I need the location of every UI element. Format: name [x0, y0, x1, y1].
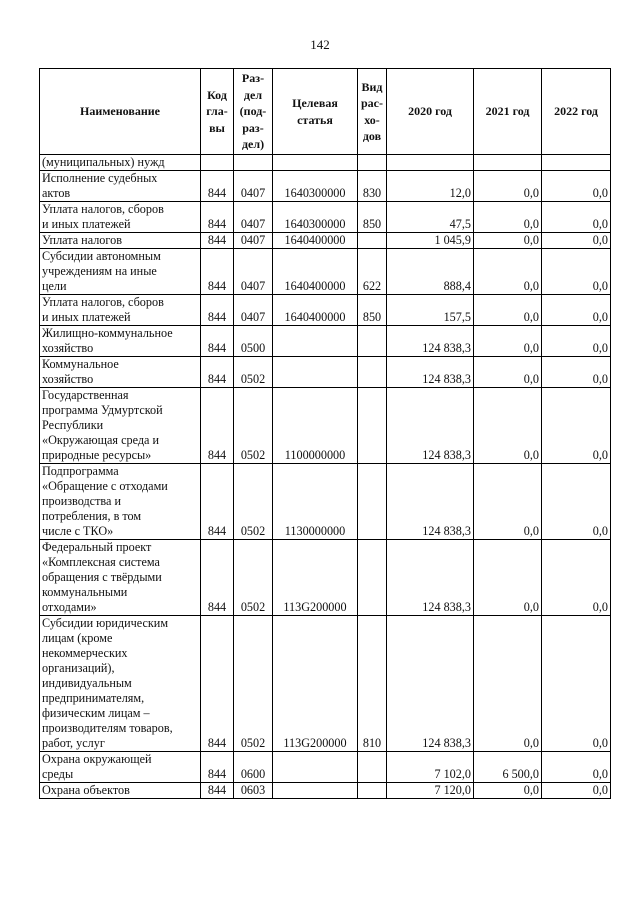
- row-name-line: производства и: [42, 494, 121, 508]
- section-cell: 0502: [234, 616, 273, 752]
- header-section: [234, 69, 273, 155]
- amount-2020-cell: 124 838,3: [387, 464, 474, 540]
- table-row: [40, 171, 611, 202]
- expense-type-cell: 850: [358, 202, 387, 233]
- expense-type-cell: [358, 326, 387, 357]
- header-type-line: дов: [362, 129, 382, 143]
- amount-2020-cell: 124 838,3: [387, 616, 474, 752]
- expense-type-cell: 810: [358, 616, 387, 752]
- section-cell: [234, 155, 273, 171]
- amount-2020-cell: [387, 155, 474, 171]
- header-type-line: рас-: [361, 96, 383, 110]
- row-name-line: коммунальными: [42, 585, 128, 599]
- amount-2022-cell: 0,0: [542, 464, 611, 540]
- header-type-line: хо-: [364, 112, 380, 127]
- expense-type-cell: [358, 540, 387, 616]
- section-cell: 0603: [234, 783, 273, 799]
- amount-2020-cell: 7 120,0: [387, 783, 474, 799]
- row-name-line: Охрана окружающей: [42, 752, 152, 766]
- row-name-line: хозяйство: [42, 372, 94, 386]
- row-name-line: Субсидии автономным: [42, 249, 161, 263]
- row-name-line: учреждениям на иные: [42, 264, 157, 278]
- header-section-line: раз-: [242, 120, 264, 135]
- table-row: [40, 752, 611, 783]
- amount-2021-cell: 0,0: [474, 171, 542, 202]
- amount-2021-cell: 0,0: [474, 202, 542, 233]
- amount-2022-cell: 0,0: [542, 295, 611, 326]
- row-name-line: обращения с твёрдыми: [42, 570, 162, 584]
- row-name-line: Исполнение судебных: [42, 171, 158, 185]
- row-name: [40, 155, 201, 171]
- row-name: [40, 388, 201, 464]
- target-article-cell: [273, 326, 358, 357]
- expense-type-cell: [358, 752, 387, 783]
- header-section-line: Раз-: [241, 71, 265, 86]
- table-row: [40, 326, 611, 357]
- row-name: [40, 616, 201, 752]
- table-row: [40, 357, 611, 388]
- row-name-line: природные ресурсы»: [42, 448, 152, 462]
- header-type-line: Вид: [361, 79, 383, 94]
- table-row: [40, 388, 611, 464]
- amount-2021-cell: 0,0: [474, 540, 542, 616]
- row-name-line: цели: [42, 279, 67, 293]
- section-cell: 0407: [234, 202, 273, 233]
- target-article-cell: 1640400000: [273, 233, 358, 249]
- table-row: [40, 783, 611, 799]
- amount-2020-cell: 1 045,9: [387, 233, 474, 249]
- amount-2020-cell: 47,5: [387, 202, 474, 233]
- target-article-cell: [273, 783, 358, 799]
- amount-2021-cell: 0,0: [474, 233, 542, 249]
- row-name-line: Уплата налогов, сборов: [42, 202, 164, 216]
- chapter-code-cell: 844: [201, 233, 234, 249]
- header-article-line: Целевая: [292, 96, 338, 110]
- target-article-cell: 1130000000: [273, 464, 358, 540]
- table-header-row: [40, 69, 611, 155]
- section-cell: 0407: [234, 171, 273, 202]
- target-article-cell: 1640300000: [273, 171, 358, 202]
- amount-2022-cell: 0,0: [542, 540, 611, 616]
- row-name-line: производителям товаров,: [42, 721, 173, 735]
- expense-type-cell: [358, 155, 387, 171]
- row-name-line: физическим лицам –: [42, 706, 150, 720]
- section-cell: 0502: [234, 388, 273, 464]
- row-name-line: числе с ТКО»: [42, 524, 114, 538]
- chapter-code-cell: 844: [201, 464, 234, 540]
- expense-type-cell: [358, 388, 387, 464]
- amount-2020-cell: 124 838,3: [387, 326, 474, 357]
- chapter-code-cell: 844: [201, 388, 234, 464]
- row-name-line: Федеральный проект: [42, 540, 152, 554]
- row-name: [40, 783, 201, 799]
- row-name-line: Жилищно-коммунальное: [42, 326, 173, 340]
- amount-2021-cell: 0,0: [474, 388, 542, 464]
- amount-2020-cell: 124 838,3: [387, 357, 474, 388]
- table-body: [40, 155, 611, 799]
- header-section-line: дел): [241, 137, 265, 152]
- row-name-line: Субсидии юридическим: [42, 616, 169, 630]
- target-article-cell: 113G200000: [273, 540, 358, 616]
- table-row: [40, 233, 611, 249]
- row-name: [40, 326, 201, 357]
- expense-type-cell: 850: [358, 295, 387, 326]
- expense-type-cell: 830: [358, 171, 387, 202]
- section-cell: 0407: [234, 233, 273, 249]
- expense-type-cell: [358, 783, 387, 799]
- header-year-2022: 2022 год: [542, 69, 611, 155]
- row-name-line: (муниципальных) нужд: [42, 155, 165, 169]
- row-name: [40, 202, 201, 233]
- amount-2020-cell: 888,4: [387, 249, 474, 295]
- amount-2022-cell: 0,0: [542, 171, 611, 202]
- row-name-line: Республики: [42, 418, 104, 432]
- amount-2022-cell: [542, 155, 611, 171]
- chapter-code-cell: 844: [201, 752, 234, 783]
- row-name-line: актов: [42, 186, 71, 200]
- amount-2022-cell: 0,0: [542, 202, 611, 233]
- table-row: [40, 249, 611, 295]
- row-name: [40, 233, 201, 249]
- amount-2022-cell: 0,0: [542, 388, 611, 464]
- row-name-line: «Окружающая среда и: [42, 433, 159, 447]
- chapter-code-cell: 844: [201, 295, 234, 326]
- section-cell: 0600: [234, 752, 273, 783]
- chapter-code-cell: 844: [201, 202, 234, 233]
- chapter-code-cell: 844: [201, 171, 234, 202]
- row-name-line: «Обращение с отходами: [42, 479, 168, 493]
- section-cell: 0502: [234, 357, 273, 388]
- chapter-code-cell: 844: [201, 783, 234, 799]
- row-name: [40, 357, 201, 388]
- table-row: [40, 540, 611, 616]
- header-section-line: (под-: [239, 104, 267, 119]
- amount-2021-cell: 0,0: [474, 326, 542, 357]
- table-row: [40, 155, 611, 171]
- row-name-line: организаций),: [42, 661, 115, 675]
- chapter-code-cell: 844: [201, 540, 234, 616]
- header-year-2021: 2021 год: [474, 69, 542, 155]
- header-year-2020: 2020 год: [387, 69, 474, 155]
- amount-2021-cell: 0,0: [474, 464, 542, 540]
- chapter-code-cell: 844: [201, 326, 234, 357]
- header-target-article: [273, 69, 358, 155]
- chapter-code-cell: 844: [201, 616, 234, 752]
- amount-2021-cell: [474, 155, 542, 171]
- row-name-line: предпринимателям,: [42, 691, 145, 705]
- table-row: [40, 295, 611, 326]
- row-name-line: Уплата налогов, сборов: [42, 295, 164, 309]
- amount-2020-cell: 124 838,3: [387, 388, 474, 464]
- section-cell: 0500: [234, 326, 273, 357]
- amount-2021-cell: 0,0: [474, 295, 542, 326]
- amount-2022-cell: 0,0: [542, 783, 611, 799]
- row-name: [40, 171, 201, 202]
- target-article-cell: [273, 155, 358, 171]
- chapter-code-cell: 844: [201, 357, 234, 388]
- amount-2022-cell: 0,0: [542, 752, 611, 783]
- row-name-line: некоммерческих: [42, 646, 128, 660]
- table-row: [40, 202, 611, 233]
- row-name-line: потребления, в том: [42, 509, 142, 523]
- row-name-line: индивидуальным: [42, 676, 132, 690]
- amount-2021-cell: 6 500,0: [474, 752, 542, 783]
- target-article-cell: [273, 752, 358, 783]
- amount-2021-cell: 0,0: [474, 357, 542, 388]
- amount-2022-cell: 0,0: [542, 326, 611, 357]
- header-name: Наименование: [40, 69, 201, 155]
- row-name-line: Подпрограмма: [42, 464, 119, 478]
- header-chapter-line: вы: [209, 120, 225, 135]
- section-cell: 0502: [234, 540, 273, 616]
- row-name-line: отходами»: [42, 600, 97, 614]
- amount-2020-cell: 7 102,0: [387, 752, 474, 783]
- row-name: [40, 752, 201, 783]
- row-name-line: хозяйство: [42, 341, 94, 355]
- expense-type-cell: [358, 233, 387, 249]
- target-article-cell: 1640400000: [273, 249, 358, 295]
- header-chapter-line: гла-: [206, 104, 228, 119]
- amount-2022-cell: 0,0: [542, 357, 611, 388]
- amount-2022-cell: 0,0: [542, 249, 611, 295]
- header-section-line: дел: [243, 87, 263, 102]
- amount-2022-cell: 0,0: [542, 233, 611, 249]
- table-row: [40, 616, 611, 752]
- section-cell: 0502: [234, 464, 273, 540]
- target-article-cell: 1640300000: [273, 202, 358, 233]
- amount-2021-cell: 0,0: [474, 249, 542, 295]
- target-article-cell: [273, 357, 358, 388]
- page-number: 142: [310, 37, 330, 52]
- row-name-line: и иных платежей: [42, 217, 131, 231]
- section-cell: 0407: [234, 249, 273, 295]
- header-expense-type: [358, 69, 387, 155]
- amount-2020-cell: 157,5: [387, 295, 474, 326]
- amount-2022-cell: 0,0: [542, 616, 611, 752]
- expense-type-cell: [358, 357, 387, 388]
- row-name-line: Коммунальное: [42, 357, 119, 371]
- row-name-line: Охрана объектов: [42, 783, 130, 797]
- amount-2020-cell: 124 838,3: [387, 540, 474, 616]
- row-name-line: лицам (кроме: [42, 631, 113, 645]
- row-name-line: среды: [42, 767, 74, 781]
- chapter-code-cell: [201, 155, 234, 171]
- header-article-line: статья: [297, 112, 333, 127]
- row-name: [40, 464, 201, 540]
- row-name-line: Уплата налогов: [42, 233, 122, 247]
- expense-type-cell: [358, 464, 387, 540]
- row-name-line: работ, услуг: [42, 736, 105, 750]
- budget-table: [39, 68, 611, 799]
- row-name: [40, 540, 201, 616]
- row-name-line: «Комплексная система: [42, 555, 160, 569]
- expense-type-cell: 622: [358, 249, 387, 295]
- table-row: [40, 464, 611, 540]
- chapter-code-cell: 844: [201, 249, 234, 295]
- header-chapter-code: [201, 69, 234, 155]
- row-name: [40, 295, 201, 326]
- header-chapter-line: Код: [207, 87, 227, 102]
- row-name-line: и иных платежей: [42, 310, 131, 324]
- target-article-cell: 113G200000: [273, 616, 358, 752]
- section-cell: 0407: [234, 295, 273, 326]
- row-name-line: программа Удмуртской: [42, 403, 163, 417]
- amount-2020-cell: 12,0: [387, 171, 474, 202]
- target-article-cell: 1640400000: [273, 295, 358, 326]
- target-article-cell: 1100000000: [273, 388, 358, 464]
- amount-2021-cell: 0,0: [474, 783, 542, 799]
- row-name: [40, 249, 201, 295]
- row-name-line: Государственная: [42, 388, 129, 402]
- amount-2021-cell: 0,0: [474, 616, 542, 752]
